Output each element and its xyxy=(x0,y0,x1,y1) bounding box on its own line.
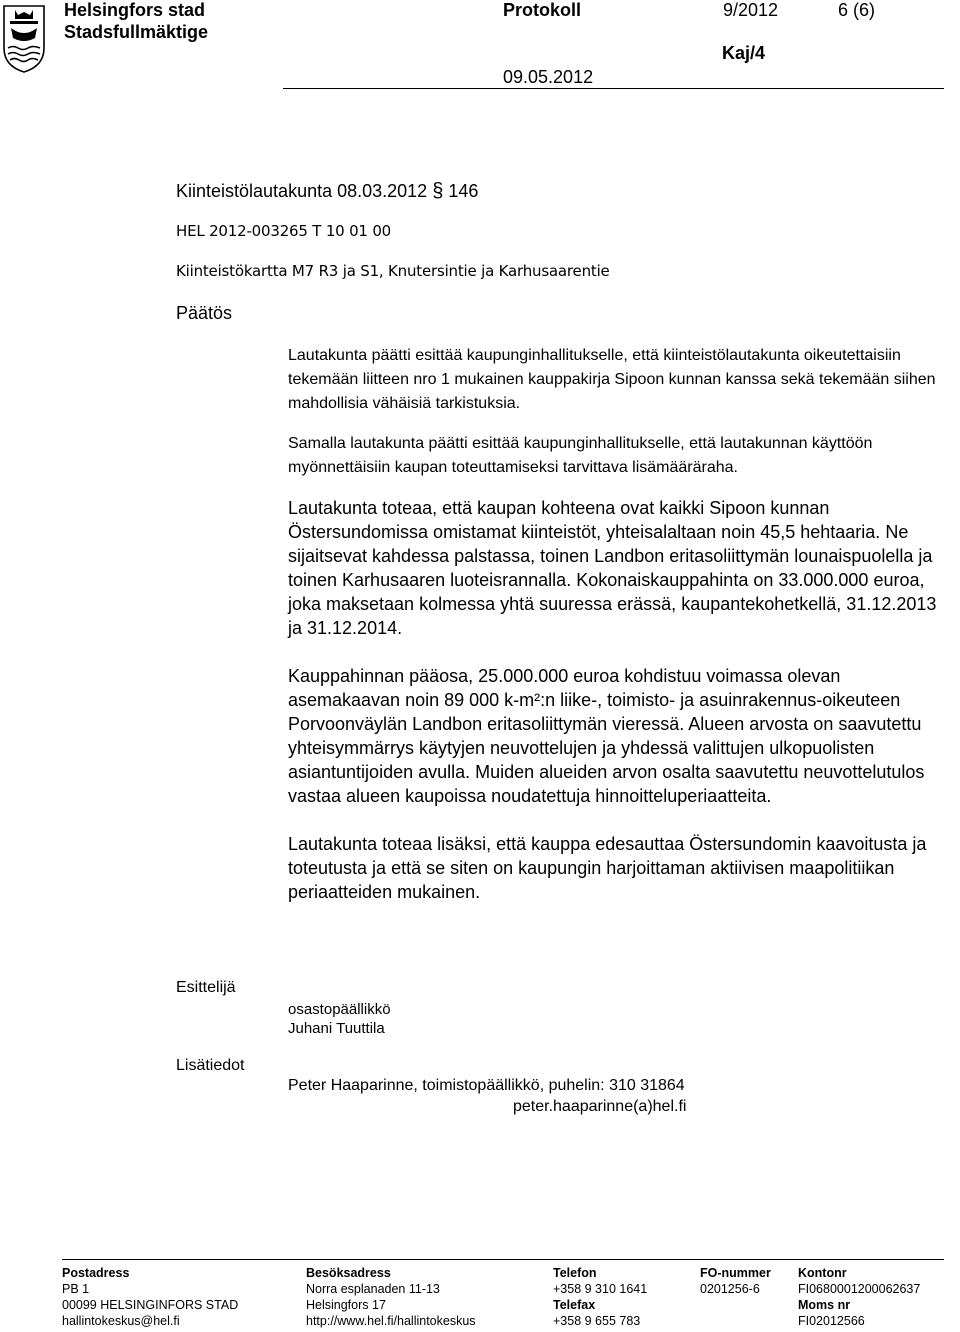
board-reference xyxy=(176,180,478,203)
presenter-label: Esittelijä xyxy=(176,979,236,996)
footer-divider xyxy=(62,1259,944,1260)
contact-email: peter.haaparinne(a)hel.fi xyxy=(513,1098,687,1115)
decision-paragraph: Kauppahinnan pääosa, 25.000.000 euroa kohdistuu voimassa olevan asemakaavan noin 89 000 k-m²:n liike-, toimisto- ja asuinrakennus-oikeuteen Porvoonväylän Landbon eritasoliittymän vieressä. Alueen arvosta on saavutettu yhteisymmärrys käytyjen neuvottelujen ja yhdessä valittujen ulkopuolisten asiantuntijoiden avulla. Muiden alueiden arvon osalta saavutettu neuvottelutulos vastaa alueen kaupoissa noudatettuja hinnoitteluperiaatteita. xyxy=(288,666,925,806)
footer-website: http://www.hel.fi/hallintokeskus xyxy=(306,1314,476,1328)
page-number: 6 (6) xyxy=(838,0,876,20)
decision-paragraph: Lautakunta toteaa lisäksi, että kauppa edesauttaa Östersundomin kaavoitusta ja toteutusta ja että se siten on kaupungin harjoittaman aktiivisen maapolitiikan periaatteiden mukainen. xyxy=(288,834,927,902)
footer-postal-address xyxy=(62,1265,238,1329)
footer-value: 0201256-6 xyxy=(700,1282,760,1296)
footer-business-id xyxy=(700,1265,771,1297)
footer-value: FI0680001200062637 xyxy=(798,1282,921,1296)
footer-value: Norra esplanaden 11-13 xyxy=(306,1282,440,1296)
footer-heading: Telefax xyxy=(553,1298,596,1312)
footer-phone xyxy=(553,1265,647,1329)
footer-value: 00099 HELSINGINFORS STAD xyxy=(62,1298,239,1312)
footer-heading: Moms nr xyxy=(798,1298,851,1312)
section-mark: § xyxy=(432,180,444,202)
header-divider xyxy=(283,88,944,89)
decision-paragraph: Samalla lautakunta päätti esittää kaupunginhallitukselle, että lautakunnan käyttöön myönnettäisiin kaupan toteuttamiseksi tarvittava lisämääräraha. xyxy=(288,435,873,476)
organization-name: Helsingfors stad xyxy=(64,0,206,20)
footer-value: Helsingfors 17 xyxy=(306,1298,386,1312)
document-type: Protokoll xyxy=(503,0,582,20)
presenter-title: osastopäällikkö xyxy=(288,1001,391,1018)
footer-value: +358 9 655 783 xyxy=(553,1314,641,1328)
presenter-name: Juhani Tuuttila xyxy=(288,1020,385,1037)
info-label: Lisätiedot xyxy=(176,1057,245,1074)
footer-value: +358 9 310 1641 xyxy=(553,1282,648,1296)
footer-value: FI02012566 xyxy=(798,1314,865,1328)
section-number: 146 xyxy=(448,181,479,201)
footer-heading: Telefon xyxy=(553,1266,597,1280)
subject-line: Kiinteistökartta M7 R3 ja S1, Knutersintie ja Karhusaarentie xyxy=(176,262,610,280)
footer-value: PB 1 xyxy=(62,1282,90,1296)
footer-visit-address xyxy=(306,1265,476,1329)
decision-paragraph: Lautakunta toteaa, että kaupan kohteena ovat kaikki Sipoon kunnan Östersundomissa omistamat kiinteistöt, yhteisalaltaan noin 45,5 hehtaaria. Ne sijaitsevat kahdessa palstassa, toinen Landbon eritasoliittymän lounaispuolella ja toinen Karhusaaren luoteisrannalla. Kokonaiskauppahinta on 33.000.000 euroa, joka maksetaan kolmessa yhtä suuressa erässä, kaupantekohetkellä, 31.12.2013 ja 31.12.2014. xyxy=(288,498,937,638)
organization-body: Stadsfullmäktige xyxy=(64,22,209,42)
helsinki-coat-of-arms-icon xyxy=(2,4,46,74)
footer-email: hallintokeskus@hel.fi xyxy=(62,1314,180,1328)
document-date: 09.05.2012 xyxy=(503,67,594,87)
footer-heading: FO-nummer xyxy=(700,1266,771,1280)
case-identifier: Kaj/4 xyxy=(722,43,766,63)
decision-label: Päätös xyxy=(176,303,233,323)
footer-heading: Postadress xyxy=(62,1266,130,1280)
contact-line: Peter Haaparinne, toimistopäällikkö, puhelin: 310 31864 xyxy=(288,1077,685,1094)
footer-account xyxy=(798,1265,920,1329)
document-number: 9/2012 xyxy=(723,0,779,20)
decision-text xyxy=(288,344,938,904)
footer-heading: Besöksadress xyxy=(306,1266,391,1280)
diary-number: HEL 2012-003265 T 10 01 00 xyxy=(176,222,392,240)
board-date: Kiinteistölautakunta 08.03.2012 xyxy=(176,181,428,201)
decision-paragraph: Lautakunta päätti esittää kaupunginhallitukselle, että kiinteistölautakunta oikeutettaisiin tekemään liitteen nro 1 mukainen kauppakirja Sipoon kunnan kanssa sekä tekemään siihen mahdollisia vähäisiä tarkistuksia. xyxy=(288,347,936,412)
footer-heading: Kontonr xyxy=(798,1266,847,1280)
